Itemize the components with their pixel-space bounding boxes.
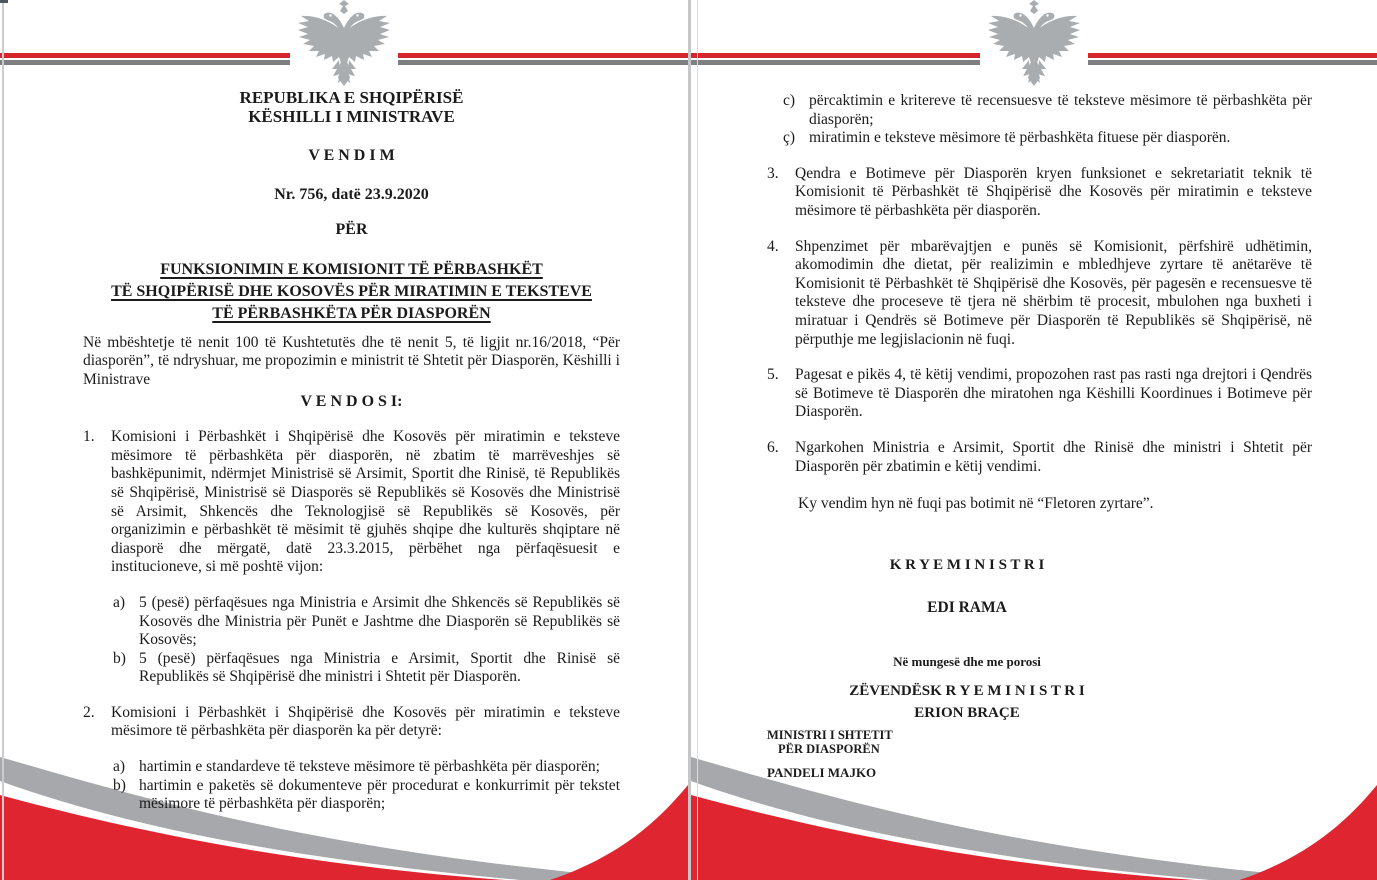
- vendosi-heading: V E N D O S I:: [300, 392, 403, 410]
- page-edge-line: [697, 0, 698, 880]
- list-item-3: [767, 165, 1312, 221]
- list-item-text: Komisioni i Përbashkët i Shqipërisë dhe Kosovës për miratimin e teksteve mësimore të përbashkëta për diasporën, në zbatim të marrëveshjes së bashkëpunimit, ndërmjet Ministrisë së Arsimit, Sportit dhe Rinisë, të Republikës së Shqipërisë, Ministrisë së Diasporës së Republikës së Kosovës dhe Ministrisë së Arsimit, Shkencës dhe Teknologjisë së Republikës së Kosovës, për organizimin e përbashkët të mësimit të gjuhës shqipe dhe kulturës shqiptare në diasporë dhe mërgatë, datë 23.3.2015, përbëhet nga përfaqësuesit e institucioneve, si më poshtë vijon:: [111, 428, 620, 576]
- page-2: [688, 0, 1377, 880]
- absence-note: Në mungesë dhe me porosi: [893, 653, 1041, 669]
- list-marker: 2.: [83, 703, 95, 721]
- albanian-eagle-icon: [296, 0, 392, 90]
- org-name-line-1: REPUBLIKA E SHQIPËRISË: [239, 88, 464, 107]
- closing-statement: Ky vendim hyn në fuqi pas botimit në “Fletoren zyrtare”.: [798, 495, 1154, 513]
- list-marker: b): [113, 776, 126, 794]
- list-item-4: [767, 238, 1312, 350]
- deputy-pm-title: ZËVENDËSK R Y E M I N I S T R I: [849, 683, 1085, 700]
- page-edge-line: [2, 0, 4, 880]
- pm-name: EDI RAMA: [927, 599, 1007, 617]
- sub-list-item-c: [783, 92, 1312, 129]
- sub-list: [113, 594, 620, 687]
- list-item-text: përcaktimin e kritereve të recensuesve të teksteve mësimore të përbashkëta për diasporën;: [809, 92, 1312, 128]
- list-item-1: [83, 428, 620, 577]
- decision-title: [83, 259, 620, 325]
- minister-name: PANDELI MAJKO: [767, 764, 877, 780]
- list-item-text: hartimin e paketës së dokumenteve për procedurat e konkurrimit për tekstet mësimore të përbashkëta për diasporën;: [139, 776, 620, 813]
- list-marker: a): [113, 758, 126, 776]
- list-marker: 1.: [83, 428, 95, 446]
- decision-title-line: TË SHQIPËRISË DHE KOSOVËS PËR MIRATIMIN E TEKSTEVE: [111, 282, 592, 300]
- org-name-line-2: KËSHILLI I MINISTRAVE: [248, 107, 455, 126]
- sub-list: [113, 758, 620, 814]
- page-1-content: [83, 88, 620, 814]
- deputy-pm-name: ERION BRAÇE: [914, 705, 1020, 722]
- minister-title-line-2: PËR DIASPORËN: [778, 742, 880, 757]
- list-item-5: [767, 366, 1312, 422]
- albanian-eagle-icon: [986, 0, 1082, 90]
- sub-list-item-b: [113, 777, 620, 814]
- decision-number: Nr. 756, datë 23.9.2020: [274, 185, 429, 203]
- list-marker: a): [113, 593, 126, 611]
- list-marker: ç): [783, 129, 796, 147]
- list-item-text: Ngarkohen Ministria e Arsimit, Sportit dhe Rinisë dhe ministri i Shtetit për Diasporën për zbatimin e këtij vendimi.: [795, 438, 1312, 475]
- per-heading: PËR: [335, 221, 368, 239]
- list-item-2: [83, 704, 620, 741]
- list-item-text: Komisioni i Përbashkët i Shqipërisë dhe Kosovës për miratimin e teksteve mësimore të përbashkëta për diasporën ka për detyrë:: [111, 703, 620, 740]
- pm-title: K R Y E M I N I S T R I: [889, 556, 1045, 573]
- coat-of-arms: [980, 0, 1088, 93]
- page-1: [0, 0, 688, 880]
- list-item-6: [767, 439, 1312, 476]
- sub-list-item-c-cedilla: [783, 129, 1312, 148]
- list-marker: b): [113, 649, 126, 667]
- list-item-text: 5 (pesë) përfaqësues nga Ministria e Arsimit dhe Shkencës së Republikës së Kosovës dhe Ministria për Punët e Jashtme dhe Diasporën së Republikës së Kosovës;: [139, 593, 620, 649]
- list-marker: 6.: [767, 438, 779, 456]
- decision-title-line: FUNKSIONIMIN E KOMISIONIT TË PËRBASHKËT: [160, 260, 543, 278]
- list-item-text: Pagesat e pikës 4, të këtij vendimi, propozohen rast pas rasti nga drejtori i Qendrës së Botimeve të Diasporën dhe miratohen nga Këshilli Koordinues i Botimeve për Diasporën.: [795, 366, 1312, 421]
- decision-title-line: TË PËRBASHKËTA PËR DIASPORËN: [212, 304, 491, 322]
- document-type: V E N D I M: [308, 147, 395, 164]
- coat-of-arms: [290, 0, 398, 93]
- sub-list-continued: [783, 92, 1312, 148]
- list-item-text: 5 (pesë) përfaqësues nga Ministria e Arsimit, Sportit dhe Rinisë së Republikës së Shqipërisë dhe ministri i Shtetit për Diasporën.: [139, 649, 620, 686]
- list-item-text: miratimin e teksteve mësimore të përbashkëta fituese për diasporën.: [809, 129, 1231, 147]
- preamble: Në mbështetje të nenit 100 të Kushtetutës dhe të nenit 5, të ligjit nr.16/2018, “Për diasporën”, të ndryshuar, me propozimin e ministrit të Shtetit për Diasporën, Këshilli i Ministrave: [83, 333, 620, 388]
- sub-list-item-a: [113, 594, 620, 650]
- signature-block: [767, 556, 1167, 723]
- list-marker: 3.: [767, 164, 779, 182]
- page-2-content: [767, 88, 1312, 780]
- minister-title-line-1: MINISTRI I SHTETIT: [767, 727, 893, 742]
- list-item-text: hartimin e standardeve të teksteve mësimore të përbashkëta për diasporën;: [139, 758, 600, 776]
- list-item-text: Qendra e Botimeve për Diasporën kryen funksionet e sekretariatit teknik të Komisionit të Përbashkët të Shqipërisë dhe Kosovës për miratimin e teksteve mësimore të përbashkëta për diasporën.: [795, 164, 1312, 219]
- minister-signature-block: [767, 728, 917, 781]
- list-marker: 4.: [767, 237, 779, 255]
- list-item-text: Shpenzimet për mbarëvajtjen e punës së Komisionit, përfshirë udhëtimin, akomodimin dhe dietat, për realizimin e mbledhjeve zyrtare të anëtarëve të Komisionit të Përbashkët të Shqipërisë dhe Kosovës, për pagesën e recensuesve të teksteve dhe proceseve të tjera në shërbim të procesit, mbulohen nga buxheti i miratuar i Qendrës së Botimeve për Diasporën të Republikës së Shqipërisë, në përputhje me legjislacionin në fuqi.: [795, 237, 1312, 348]
- list-marker: c): [783, 92, 796, 109]
- scan-corner-mark: [0, 0, 8, 3]
- sub-list-item-a: [113, 758, 620, 777]
- sub-list-item-b: [113, 650, 620, 687]
- list-marker: 5.: [767, 366, 779, 384]
